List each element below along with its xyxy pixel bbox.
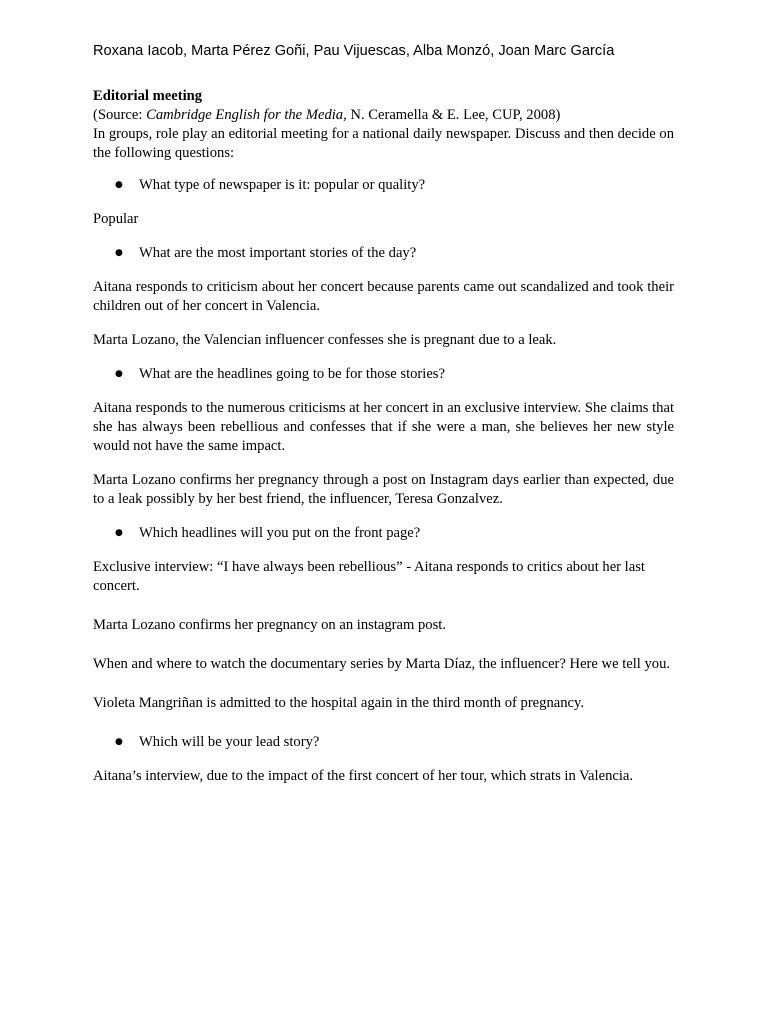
answer-paragraph: Aitana responds to criticism about her concert because parents came out scandalized and took their children out of her concert in Valencia. <box>93 279 674 314</box>
question-text: What type of newspaper is it: popular or quality? <box>139 177 426 193</box>
question-list <box>93 176 674 195</box>
question-list <box>93 244 674 263</box>
answer-paragraph: Popular <box>93 211 139 227</box>
question-item <box>93 365 674 384</box>
bullet-icon: ● <box>115 369 123 379</box>
answer-paragraph: Aitana responds to the numerous criticisms at her concert in an exclusive interview. She claims that she has always been rebellious and confesses that if she were a man, she believes her new style would not have the same impact. <box>93 400 675 454</box>
document-title: Editorial meeting <box>93 88 203 104</box>
question-list <box>93 733 674 752</box>
question-text: Which will be your lead story? <box>139 734 320 750</box>
answer-paragraph: Marta Lozano confirms her pregnancy through a post on Instagram days earlier than expected, due to a leak possibly by her best friend, the influencer, Teresa Gonzalvez. <box>93 472 674 507</box>
intro-paragraph: In groups, role play an editorial meeting for a national daily newspaper. Discuss and then decide on the following questions: <box>93 126 674 161</box>
document-header-authors: Roxana Iacob, Marta Pérez Goñi, Pau Vijuescas, Alba Monzó, Joan Marc García <box>93 43 615 59</box>
bullet-icon: ● <box>115 248 123 258</box>
bullet-icon: ● <box>115 737 123 747</box>
question-list <box>93 524 674 543</box>
answer-paragraph: Violeta Mangriñan is admitted to the hospital again in the third month of pregnancy. <box>93 695 585 711</box>
bullet-icon: ● <box>115 528 123 538</box>
document-body <box>93 87 674 801</box>
answer-paragraph: Marta Lozano confirms her pregnancy on an instagram post. <box>93 617 446 633</box>
answer-paragraph: Aitana’s interview, due to the impact of the first concert of her tour, which strats in Valencia. <box>93 768 634 784</box>
question-item <box>93 176 674 195</box>
source-citation <box>93 106 674 125</box>
source-book-title: Cambridge English for the Media <box>146 107 344 123</box>
question-item <box>93 733 674 752</box>
question-item <box>93 244 674 263</box>
answer-paragraph: Exclusive interview: “I have always been rebellious” - Aitana responds to critics about her last concert. <box>93 559 645 594</box>
bullet-icon: ● <box>115 180 123 190</box>
question-text: What are the most important stories of the day? <box>139 245 417 261</box>
question-text: What are the headlines going to be for those stories? <box>139 366 445 382</box>
question-text: Which headlines will you put on the front page? <box>139 525 421 541</box>
answer-paragraph: Marta Lozano, the Valencian influencer confesses she is pregnant due to a leak. <box>93 332 557 348</box>
source-prefix: (Source: <box>93 107 147 123</box>
answer-paragraph: When and where to watch the documentary series by Marta Díaz, the influencer? Here we tell you. <box>93 656 671 672</box>
source-suffix: , N. Ceramella & E. Lee, CUP, 2008) <box>343 107 561 123</box>
question-list <box>93 365 674 384</box>
question-item <box>93 524 674 543</box>
